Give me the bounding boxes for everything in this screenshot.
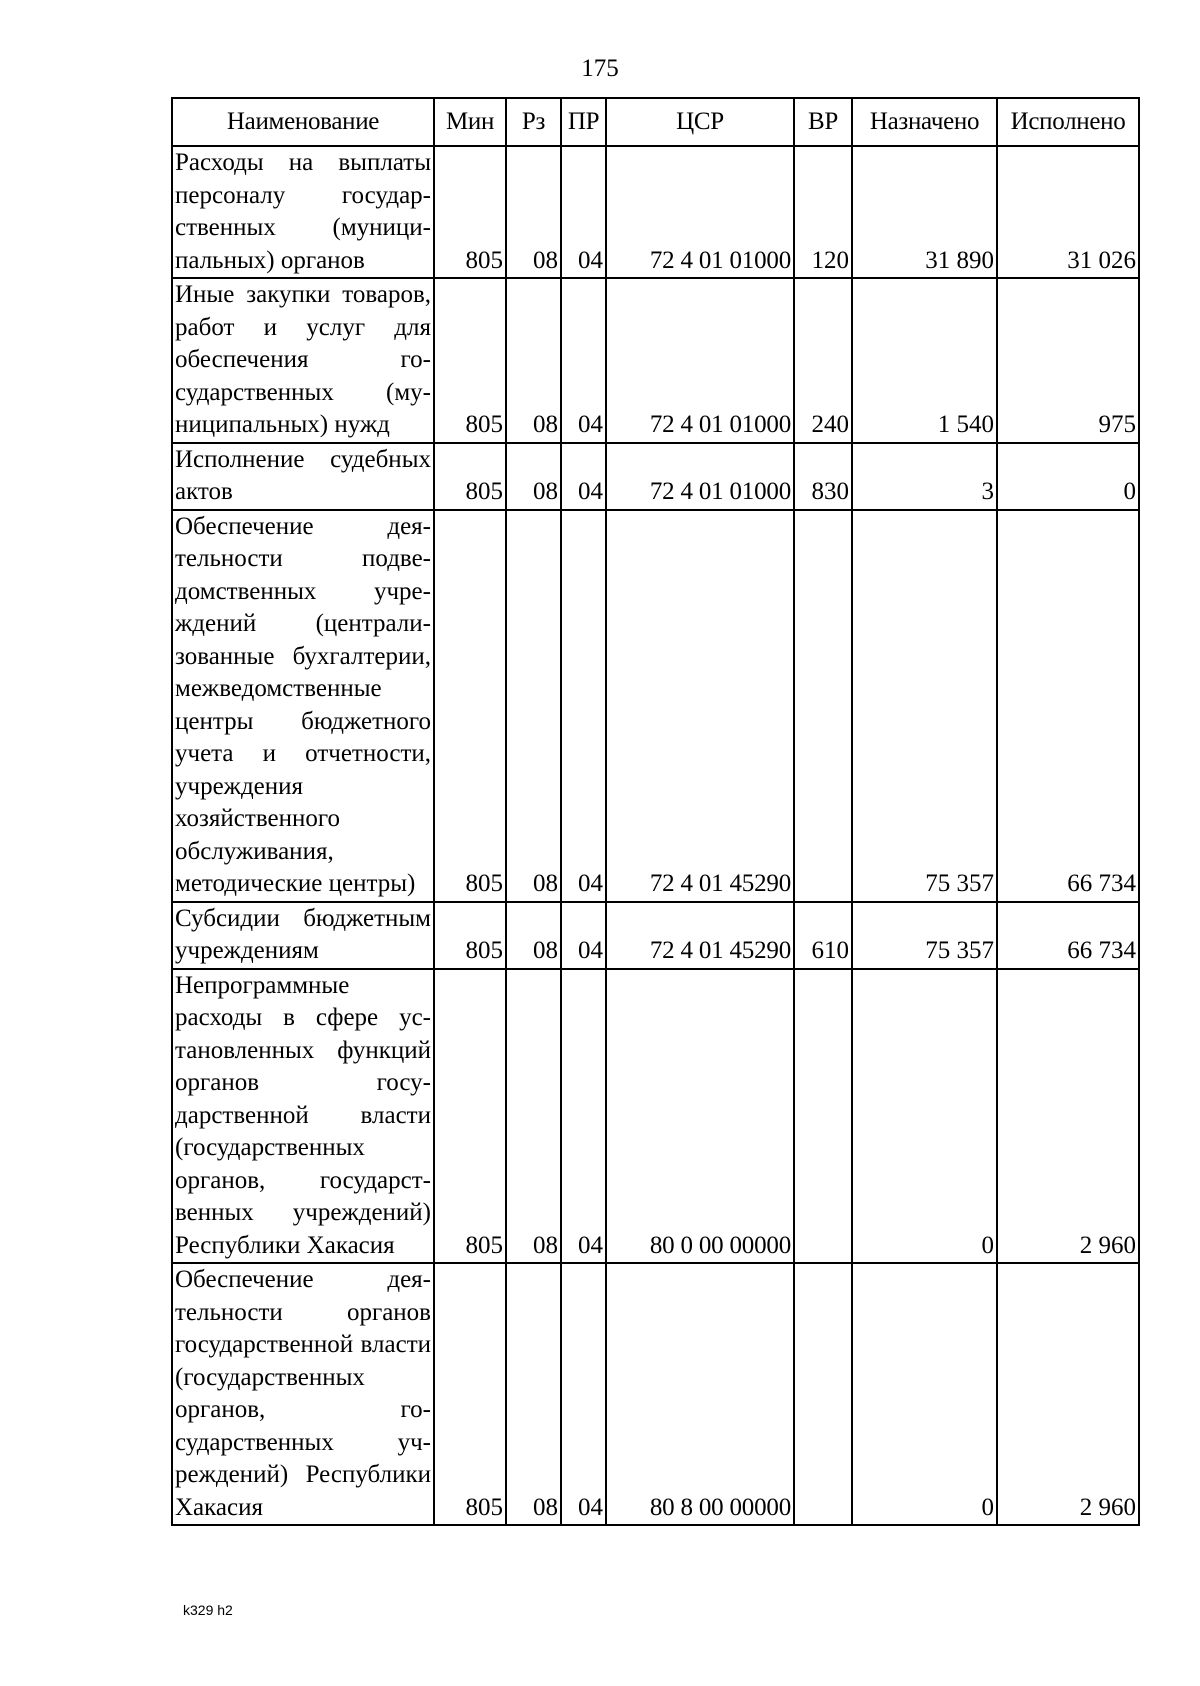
table-row [172,902,1139,969]
row-executed: 2 960 [997,1263,1139,1525]
row-min: 805 [434,902,506,969]
table-row [172,443,1139,510]
header-pr: ПР [561,98,606,146]
row-executed: 31 026 [997,146,1139,278]
row-csr: 72 4 01 45290 [606,902,794,969]
table-header-row [172,98,1139,146]
row-executed: 66 734 [997,902,1139,969]
table-row [172,510,1139,902]
row-csr: 72 4 01 01000 [606,443,794,510]
header-vr: ВР [794,98,852,146]
header-min: Мин [434,98,506,146]
row-assigned: 1 540 [852,278,997,443]
footer-code: k329 h2 [183,1602,233,1618]
row-assigned: 75 357 [852,510,997,902]
table-row [172,1263,1139,1525]
row-executed: 975 [997,278,1139,443]
row-vr [794,1263,852,1525]
row-vr [794,969,852,1264]
budget-table [171,97,1140,1526]
row-name: Обеспечение деятельности подведомственных учреждений (централизованные бухгалтерии, межведомственные центры бюджетного учета и отчетности, учреждения хозяйственного обслуживания, методические центры) [172,510,434,902]
header-assigned: Назначено [852,98,997,146]
row-min: 805 [434,1263,506,1525]
row-name: Непрограммные расходы в сфере установленных функций органов государственной власти (государственных органов, государственных учреждений) Республики Хакасия [172,969,434,1264]
row-assigned: 31 890 [852,146,997,278]
table-row [172,969,1139,1264]
row-csr: 72 4 01 01000 [606,146,794,278]
row-pr: 04 [561,443,606,510]
row-assigned: 3 [852,443,997,510]
row-rz: 08 [506,902,561,969]
table-row [172,278,1139,443]
row-pr: 04 [561,1263,606,1525]
row-csr: 72 4 01 01000 [606,278,794,443]
header-csr: ЦСР [606,98,794,146]
header-name: Наименование [172,98,434,146]
row-assigned: 0 [852,969,997,1264]
row-csr: 80 8 00 00000 [606,1263,794,1525]
row-executed: 2 960 [997,969,1139,1264]
table-row [172,146,1139,278]
row-executed: 66 734 [997,510,1139,902]
row-pr: 04 [561,146,606,278]
row-vr: 610 [794,902,852,969]
row-executed: 0 [997,443,1139,510]
row-name: Исполнение судебных актов [172,443,434,510]
row-rz: 08 [506,443,561,510]
row-vr: 830 [794,443,852,510]
row-name: Расходы на выплаты персоналу государственных (муниципальных) органов [172,146,434,278]
row-min: 805 [434,510,506,902]
row-vr: 120 [794,146,852,278]
row-name: Иные закупки товаров, работ и услуг для обеспечения государственных (муниципальных) нужд [172,278,434,443]
row-assigned: 0 [852,1263,997,1525]
row-min: 805 [434,969,506,1264]
row-name: Субсидии бюджетным учреждениям [172,902,434,969]
row-min: 805 [434,443,506,510]
row-rz: 08 [506,510,561,902]
row-pr: 04 [561,278,606,443]
header-rz: Рз [506,98,561,146]
row-assigned: 75 357 [852,902,997,969]
row-rz: 08 [506,1263,561,1525]
row-rz: 08 [506,278,561,443]
row-csr: 80 0 00 00000 [606,969,794,1264]
row-vr: 240 [794,278,852,443]
page-number: 175 [581,55,619,82]
row-name: Обеспечение деятельности органов государственной власти (государственных органов, государственных учреждений) Республики Хакасия [172,1263,434,1525]
row-csr: 72 4 01 45290 [606,510,794,902]
header-executed: Исполнено [997,98,1139,146]
row-min: 805 [434,146,506,278]
row-vr [794,510,852,902]
row-rz: 08 [506,969,561,1264]
row-pr: 04 [561,510,606,902]
row-rz: 08 [506,146,561,278]
row-min: 805 [434,278,506,443]
row-pr: 04 [561,902,606,969]
row-pr: 04 [561,969,606,1264]
